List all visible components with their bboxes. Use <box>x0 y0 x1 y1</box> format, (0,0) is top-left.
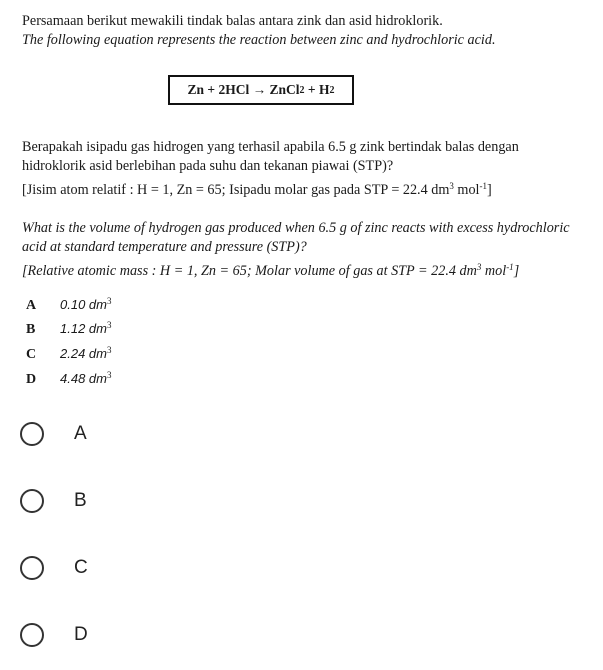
radio-circle-icon[interactable] <box>20 422 44 446</box>
question-english-intro: The following equation represents the reaction between zinc and hydrochloric acid. <box>22 32 496 48</box>
data-malay-end: ] <box>487 182 492 198</box>
data-english-end: ] <box>513 263 520 279</box>
option-letter: B <box>26 322 36 337</box>
data-malay-tail: mol <box>453 182 480 198</box>
data-english-text: [Relative atomic mass : H = 1, Zn = 65; Molar volume of gas at STP = 22.4 dm <box>22 263 477 279</box>
option-letter: D <box>26 372 37 387</box>
choice-d[interactable] <box>20 623 88 647</box>
choice-label: A <box>74 423 87 444</box>
choice-label: B <box>74 490 87 511</box>
option-value: 4.48 dm <box>60 371 107 386</box>
eq-zn: Zn <box>187 82 205 97</box>
eq-h-sub: 2 <box>329 84 335 96</box>
choice-a[interactable] <box>20 422 87 446</box>
option-value: 1.12 dm <box>60 321 107 336</box>
data-english-tail: mol <box>481 263 507 279</box>
option-value: 2.24 dm <box>60 346 107 361</box>
question-malay: Berapakah isipadu gas hidrogen yang terhasil apabila 6.5 g zink bertindak balas dengan hidroklorik asid berlebihan pada suhu dan tekanan piawai (STP)? <box>22 139 519 174</box>
choice-label: D <box>74 624 88 645</box>
radio-circle-icon[interactable] <box>20 623 44 647</box>
radio-circle-icon[interactable] <box>20 489 44 513</box>
option-sup: 3 <box>106 320 112 330</box>
eq-plus-1: + <box>204 82 219 97</box>
eq-arrow: → <box>249 82 270 97</box>
choice-c[interactable] <box>20 556 88 580</box>
choice-b[interactable] <box>20 489 87 513</box>
equation-box <box>168 75 354 105</box>
data-english-sup: 3 <box>476 262 482 272</box>
option-sup: 3 <box>106 296 112 306</box>
option-sup: 3 <box>106 370 112 380</box>
eq-hcl: 2HCl <box>218 82 250 97</box>
data-malay-text: [Jisim atom relatif : H = 1, Zn = 65; Isipadu molar gas pada STP = 22.4 dm <box>22 182 450 198</box>
option-c <box>26 346 111 363</box>
question-english: What is the volume of hydrogen gas produced when 6.5 g of zinc reacts with excess hydrochloric acid at standard temperature and pressure (STP)? <box>22 220 570 255</box>
question-malay-intro: Persamaan berikut mewakili tindak balas antara zink dan asid hidroklorik. <box>22 13 443 29</box>
option-letter: C <box>26 347 37 362</box>
data-english-sup2: -1 <box>506 262 514 272</box>
radio-circle-icon[interactable] <box>20 556 44 580</box>
data-malay-sup2: -1 <box>479 181 487 191</box>
option-b <box>26 321 111 338</box>
option-sup: 3 <box>106 345 112 355</box>
eq-plus-2: + <box>304 82 319 97</box>
option-a <box>26 297 111 314</box>
option-letter: A <box>26 298 37 313</box>
data-english <box>22 262 582 281</box>
data-malay-sup: 3 <box>449 181 454 191</box>
eq-zncl: ZnCl <box>269 82 300 97</box>
choice-label: C <box>74 557 88 578</box>
data-malay <box>22 181 582 200</box>
option-value: 0.10 dm <box>60 297 107 312</box>
eq-zncl-sub: 2 <box>299 84 305 96</box>
eq-h: H <box>318 82 330 97</box>
option-d <box>26 371 111 388</box>
